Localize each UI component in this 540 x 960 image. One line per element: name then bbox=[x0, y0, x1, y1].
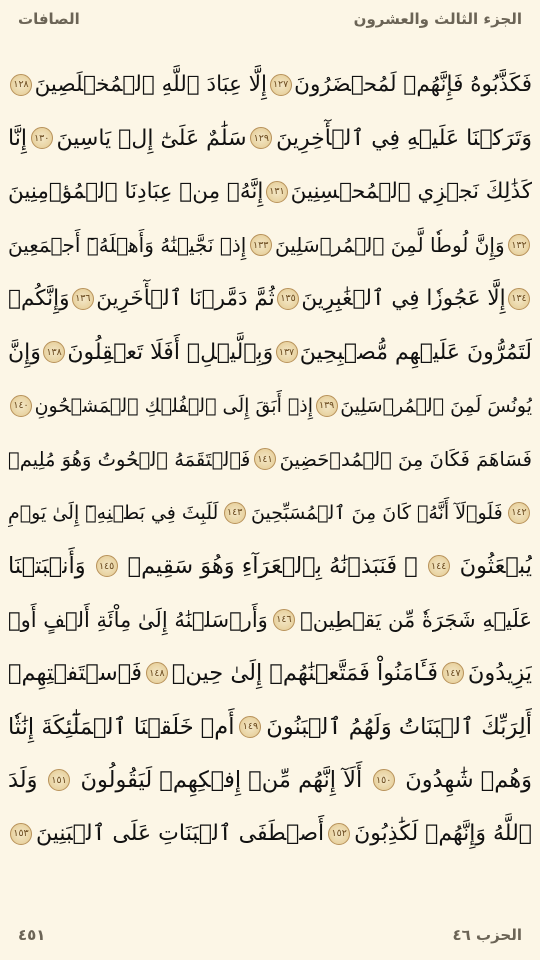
page-header bbox=[0, 0, 540, 38]
ayah-text: كَذَٰلِكَ نَجۡزِي ٱلۡمُحۡسِنِينَ bbox=[290, 179, 532, 205]
ayah-number-marker[interactable]: ١٣٤ bbox=[508, 288, 530, 310]
page-footer bbox=[0, 910, 540, 960]
ayah-text: يُبۡعَثُونَ bbox=[459, 553, 532, 580]
ayah-number-marker[interactable]: ١٣١ bbox=[266, 181, 288, 203]
ayah-text: أَصۡطَفَى ٱلۡبَنَاتِ عَلَى ٱلۡبَنِينَ bbox=[35, 821, 325, 847]
ayah-number-marker[interactable]: ١٥١ bbox=[48, 769, 70, 791]
page-number: ٤٥١ bbox=[18, 926, 46, 944]
ayah-text: لَتَمُرُّونَ عَلَيۡهِم مُّصۡبِحِينَ bbox=[299, 339, 532, 365]
ayah-text: فَٱسۡتَفۡتِهِمۡ bbox=[8, 660, 142, 687]
ayah-number-marker[interactable]: ١٣٥ bbox=[277, 288, 299, 310]
ayah-text: وَلَدَ bbox=[8, 767, 38, 794]
ayah-text: فَسَاهَمَ فَكَانَ مِنَ ٱلۡمُدۡحَضِينَ bbox=[279, 447, 532, 471]
ayah-text: إِنَّا bbox=[8, 125, 27, 151]
ayah-number-marker[interactable]: ١٣٢ bbox=[508, 234, 530, 256]
ayah-number-marker[interactable]: ١٣٣ bbox=[250, 234, 272, 256]
ayah-text: فَلَوۡلَآ أَنَّهُۥ كَانَ مِنَ ٱلۡمُسَبِّحِينَ bbox=[251, 501, 503, 524]
ayah-text: أَلَآ إِنَّهُم مِّنۡ إِفۡكِهِمۡ لَيَقُولُونَ bbox=[80, 767, 363, 794]
ayah-number-marker[interactable]: ١٢٩ bbox=[250, 127, 272, 149]
ayah-number-marker[interactable]: ١٤٧ bbox=[442, 662, 464, 684]
ayah-text: وَتَرَكۡنَا عَلَيۡهِ فِي ٱلۡأٓخِرِينَ bbox=[276, 125, 532, 151]
ayah-number-marker[interactable]: ١٤١ bbox=[254, 448, 276, 470]
ayah-number-marker[interactable]: ١٤٣ bbox=[224, 502, 246, 524]
ayah-text: إِذۡ نَجَّيۡنَٰهُ وَأَهۡلَهُۥٓ أَجۡمَعِينَ bbox=[8, 233, 247, 258]
text-line bbox=[8, 272, 532, 326]
ayah-text: وَبِٱلَّيۡلِۚ أَفَلَا تَعۡقِلُونَ bbox=[67, 339, 274, 365]
text-line bbox=[8, 754, 532, 808]
text-line bbox=[8, 486, 532, 540]
ayah-text: فَكَذَّبُوهُ فَإِنَّهُمۡ لَمُحۡضَرُونَ bbox=[294, 72, 532, 98]
ayah-number-marker[interactable]: ١٤٦ bbox=[273, 609, 295, 631]
ayah-text: إِلَّا عَجُوزٗا فِي ٱلۡغَٰبِرِينَ bbox=[301, 286, 506, 312]
ayah-text: إِلَّا عِبَادَ ٱللَّهِ ٱلۡمُخۡلَصِينَ bbox=[34, 72, 268, 98]
ayah-text: ٱللَّهُ وَإِنَّهُمۡ لَكَٰذِبُونَ bbox=[354, 821, 532, 847]
ayah-number-marker[interactable]: ١٢٨ bbox=[10, 74, 32, 96]
ayah-text: وَأَرۡسَلۡنَٰهُ إِلَىٰ مِاْئَةِ أَلۡفٍ أَوۡ bbox=[8, 607, 268, 632]
juz-label: الجزء الثالث والعشرون bbox=[353, 10, 522, 28]
ayah-text: وَأَنۢبَتۡنَا bbox=[8, 553, 86, 580]
hizb-label: الحزب ٤٦ bbox=[452, 926, 522, 944]
mushaf-page bbox=[8, 58, 532, 914]
ayah-number-marker[interactable]: ١٤٤ bbox=[428, 555, 450, 577]
ayah-number-marker[interactable]: ١٣٩ bbox=[316, 395, 338, 417]
ayah-text: إِنَّهُۥ مِنۡ عِبَادِنَا ٱلۡمُؤۡمِنِينَ bbox=[8, 179, 264, 205]
ayah-number-marker[interactable]: ١٤٠ bbox=[10, 395, 32, 417]
ayah-number-marker[interactable]: ١٥٠ bbox=[373, 769, 395, 791]
ayah-text: وَإِنَّ لُوطٗا لَّمِنَ ٱلۡمُرۡسَلِينَ bbox=[275, 233, 505, 258]
ayah-text: إِذۡ أَبَقَ إِلَى ٱلۡفُلۡكِ ٱلۡمَشۡحُونِ bbox=[34, 394, 314, 417]
ayah-text: ثُمَّ دَمَّرۡنَا ٱلۡأٓخَرِينَ bbox=[96, 286, 275, 312]
ayah-text: وَإِنَّكُمۡ bbox=[8, 286, 70, 312]
ayah-text: عَلَيۡهِ شَجَرَةٗ مِّن يَقۡطِينٖ bbox=[300, 607, 532, 632]
ayah-number-marker[interactable]: ١٣٨ bbox=[43, 341, 65, 363]
ayah-number-marker[interactable]: ١٤٢ bbox=[508, 502, 530, 524]
ayah-number-marker[interactable]: ١٥٣ bbox=[10, 823, 32, 845]
text-line bbox=[8, 326, 532, 380]
ayah-text: أَمۡ خَلَقۡنَا ٱلۡمَلَٰٓئِكَةَ إِنَٰثٗا bbox=[8, 713, 235, 740]
ayah-text: وَهُمۡ شَٰهِدُونَ bbox=[405, 767, 532, 794]
text-line bbox=[8, 379, 532, 433]
ayah-number-marker[interactable]: ١٥٢ bbox=[328, 823, 350, 845]
ayah-text: أَلِرَبِّكَ ٱلۡبَنَاتُ وَلَهُمُ ٱلۡبَنُونَ bbox=[266, 713, 532, 740]
text-line bbox=[8, 219, 532, 273]
ayah-text: فَٱلۡتَقَمَهُ ٱلۡحُوتُ وَهُوَ مُلِيمٞ bbox=[8, 447, 251, 471]
text-line bbox=[8, 700, 532, 754]
ayah-text: ۞ فَنَبَذۡنَٰهُ بِٱلۡعَرَآءِ وَهُوَ سَقِيمٞ bbox=[127, 553, 418, 580]
ayah-number-marker[interactable]: ١٤٨ bbox=[146, 662, 168, 684]
ayah-text: وَإِنَّ bbox=[8, 339, 41, 365]
ayah-text: سَلَٰمٌ عَلَىٰٓ إِلۡ يَاسِينَ bbox=[56, 125, 247, 151]
text-line bbox=[8, 647, 532, 701]
ayah-number-marker[interactable]: ١٤٥ bbox=[96, 555, 118, 577]
text-line bbox=[8, 112, 532, 166]
ayah-number-marker[interactable]: ١٤٩ bbox=[239, 716, 261, 738]
ayah-number-marker[interactable]: ١٣٧ bbox=[276, 341, 298, 363]
ayah-number-marker[interactable]: ١٣٠ bbox=[31, 127, 53, 149]
ayah-text: فَـَٔامَنُواْ فَمَتَّعۡنَٰهُمۡ إِلَىٰ حِينٖ bbox=[171, 660, 438, 687]
text-line bbox=[8, 58, 532, 112]
ayah-number-marker[interactable]: ١٢٧ bbox=[270, 74, 292, 96]
ayah-text: يُونُسَ لَمِنَ ٱلۡمُرۡسَلِينَ bbox=[340, 394, 532, 417]
ayah-text: لَلَبِثَ فِي بَطۡنِهِۦٓ إِلَىٰ يَوۡمِ bbox=[8, 501, 219, 524]
surah-label: الصافات bbox=[18, 10, 80, 28]
text-line bbox=[8, 540, 532, 594]
text-line bbox=[8, 807, 532, 861]
ayah-number-marker[interactable]: ١٣٦ bbox=[72, 288, 94, 310]
text-line bbox=[8, 433, 532, 487]
text-line bbox=[8, 593, 532, 647]
ayah-text: يَزِيدُونَ bbox=[467, 660, 532, 687]
text-line bbox=[8, 165, 532, 219]
